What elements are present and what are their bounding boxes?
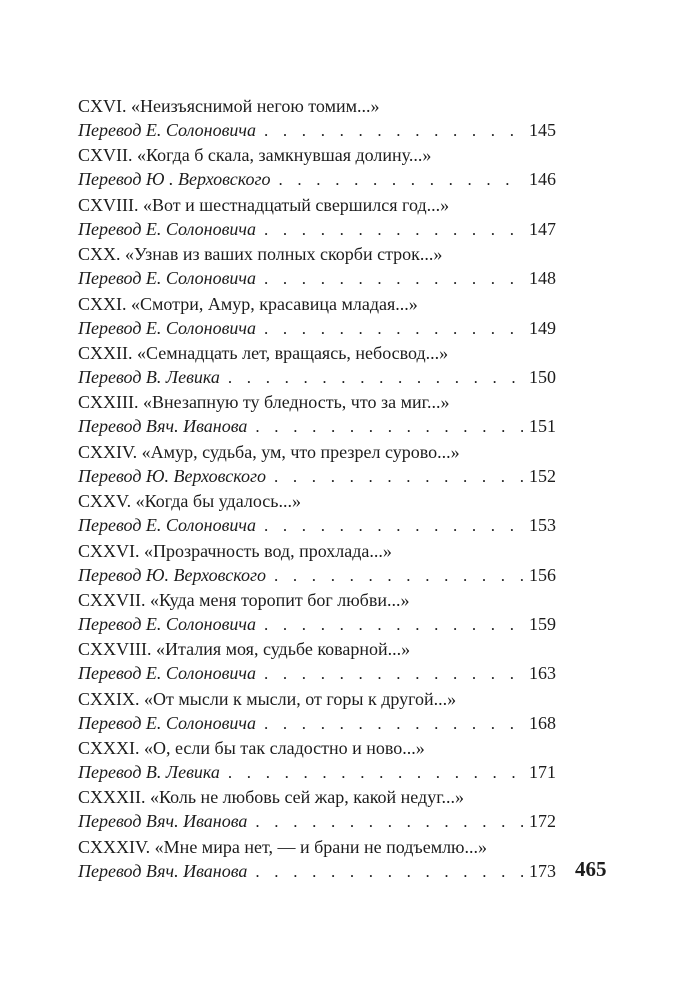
entry-translator: Перевод Вяч. Иванова (78, 811, 248, 832)
entry-translator-line (78, 563, 556, 588)
dot-leader (264, 514, 523, 538)
dot-leader (255, 860, 523, 884)
table-of-contents (78, 94, 556, 884)
entry-title: CXXIX. «От мысли к мысли, от горы к другой...» (78, 688, 457, 709)
toc-entry (78, 242, 556, 291)
entry-translator-line (78, 217, 556, 242)
entry-translator: Перевод Е. Солоновича (78, 712, 256, 733)
entry-page-number: 156 (529, 564, 556, 585)
entry-translator-line (78, 365, 556, 390)
toc-entry (78, 637, 556, 686)
entry-page-number: 172 (529, 811, 556, 832)
entry-translator-line (78, 612, 556, 637)
toc-entry (78, 539, 556, 588)
entry-translator-line (78, 760, 556, 785)
toc-entry (78, 835, 556, 884)
entry-translator: Перевод Вяч. Иванова (78, 860, 248, 881)
entry-page-number: 152 (529, 465, 556, 486)
entry-page-number: 147 (529, 218, 556, 239)
dot-leader (279, 168, 524, 192)
entry-translator: Перевод Ю . Верховского (78, 169, 271, 190)
toc-entry (78, 588, 556, 637)
entry-page-number: 149 (529, 317, 556, 338)
entry-translator: Перевод Е. Солоновича (78, 613, 256, 634)
entry-translator: Перевод Е. Солоновича (78, 268, 256, 289)
toc-entry (78, 489, 556, 538)
entry-title: CXXIV. «Амур, судьба, ум, что презрел сурово...» (78, 441, 460, 462)
entry-title: CXX. «Узнав из ваших полных скорби строк...» (78, 244, 443, 265)
entry-page-number: 168 (529, 712, 556, 733)
entry-title: CXXXII. «Коль не любовь сей жар, какой недуг...» (78, 787, 465, 808)
entry-title: CXVI. «Неизъяснимой негою томим...» (78, 96, 380, 116)
entry-translator-line (78, 809, 556, 834)
entry-translator-line (78, 661, 556, 686)
entry-title: CXXIII. «Внезапную ту бледность, что за миг...» (78, 392, 450, 413)
entry-translator-line (78, 118, 556, 143)
entry-title: CXVIII. «Вот и шестнадцатый свершился год...» (78, 194, 450, 215)
entry-page-number: 145 (529, 120, 556, 140)
entry-page-number: 173 (529, 860, 556, 881)
entry-translator: Перевод Вяч. Иванова (78, 416, 248, 437)
dot-leader (264, 613, 523, 637)
entry-title: CXXVI. «Прозрачность вод, прохлада...» (78, 540, 392, 561)
dot-leader (274, 465, 523, 489)
entry-translator: Перевод В. Левика (78, 762, 220, 783)
entry-title: CXXV. «Когда бы удалось...» (78, 491, 301, 512)
toc-entry (78, 736, 556, 785)
toc-entry (78, 292, 556, 341)
entry-translator-line (78, 266, 556, 291)
entry-translator-line (78, 167, 556, 192)
toc-entry (78, 341, 556, 390)
dot-leader (255, 810, 523, 834)
entry-translator-line (78, 711, 556, 736)
entry-title: CXXVII. «Куда меня торопит бог любви...» (78, 589, 410, 610)
page-number: 465 (575, 857, 607, 881)
entry-page-number: 150 (529, 366, 556, 387)
entry-title: CXXI. «Смотри, Амур, красавица младая...» (78, 293, 418, 314)
dot-leader (264, 712, 523, 736)
entry-title: CXXXI. «О, если бы так сладостно и ново...» (78, 738, 425, 759)
toc-entry (78, 687, 556, 736)
entry-page-number: 153 (529, 515, 556, 536)
toc-entry (78, 440, 556, 489)
entry-translator: Перевод Ю. Верховского (78, 465, 266, 486)
entry-title: CXXII. «Семнадцать лет, вращаясь, небосвод...» (78, 342, 449, 363)
entry-translator: Перевод Е. Солоновича (78, 663, 256, 684)
entry-translator-line (78, 414, 556, 439)
entry-page-number: 146 (529, 169, 556, 190)
entry-translator: Перевод Е. Солоновича (78, 515, 256, 536)
dot-leader (264, 119, 523, 143)
entry-translator: Перевод Е. Солоновича (78, 218, 256, 239)
entry-translator: Перевод Е. Солоновича (78, 317, 256, 338)
entry-translator: Перевод Е. Солоновича (78, 120, 256, 140)
entry-title: CXXVIII. «Италия моя, судьбе коварной...» (78, 639, 411, 660)
entry-page-number: 151 (529, 416, 556, 437)
dot-leader (228, 366, 523, 390)
entry-page-number: 163 (529, 663, 556, 684)
dot-leader (274, 564, 523, 588)
entry-translator-line (78, 464, 556, 489)
entry-translator-line (78, 316, 556, 341)
entry-translator: Перевод В. Левика (78, 366, 220, 387)
dot-leader (228, 761, 523, 785)
entry-title: CXVII. «Когда б скала, замкнувшая долину...» (78, 145, 432, 166)
dot-leader (264, 662, 523, 686)
toc-entry (78, 390, 556, 439)
toc-entry (78, 193, 556, 242)
dot-leader (264, 317, 523, 341)
toc-entry (78, 785, 556, 834)
dot-leader (264, 267, 523, 291)
entry-translator: Перевод Ю. Верховского (78, 564, 266, 585)
toc-entry (78, 143, 556, 192)
toc-entry (78, 94, 556, 143)
dot-leader (255, 415, 523, 439)
entry-translator-line (78, 513, 556, 538)
entry-title: CXXXIV. «Мне мира нет, — и брани не подъемлю...» (78, 836, 488, 857)
entry-page-number: 171 (529, 762, 556, 783)
entry-page-number: 148 (529, 268, 556, 289)
entry-translator-line (78, 859, 556, 884)
dot-leader (264, 218, 523, 242)
entry-page-number: 159 (529, 613, 556, 634)
